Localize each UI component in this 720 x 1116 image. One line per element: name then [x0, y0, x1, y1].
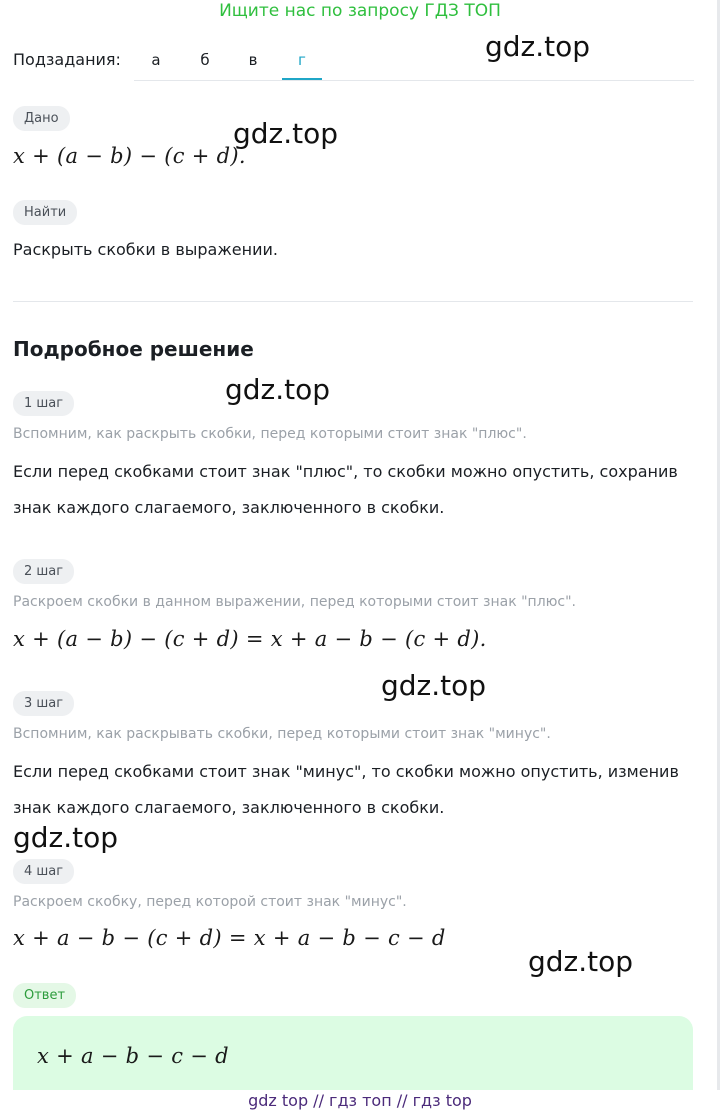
given-badge: Дано: [13, 106, 70, 131]
step-4: [13, 859, 74, 884]
step-text: Если перед скобками стоит знак "плюс", то скобки можно опустить, сохранив знак каждого слагаемого, заключенного в скобки.: [13, 462, 678, 517]
watermark: gdz.top: [485, 30, 591, 63]
solution-title: Подробное решение: [13, 337, 254, 361]
search-banner: Ищите нас по запросу ГДЗ ТОП: [219, 1, 501, 21]
tab-a[interactable]: а: [151, 51, 161, 69]
step-math: x + (a − b) − (c + d) = x + a − b − (c + d).: [13, 627, 487, 651]
tab-v[interactable]: в: [248, 51, 258, 69]
step-1: [13, 391, 74, 416]
tab-b[interactable]: б: [200, 51, 210, 69]
step-hint: Раскроем скобки в данном выражении, перед которыми стоит знак "плюс".: [13, 594, 577, 610]
given-expression: x + (a − b) − (c + d).: [13, 144, 246, 168]
subtask-tabs: [134, 40, 694, 81]
step-badge: 3 шаг: [13, 691, 74, 716]
answer-expression: x + a − b − c − d: [37, 1044, 229, 1068]
step-hint: Раскроем скобку, перед которой стоит знак "минус".: [13, 894, 407, 910]
watermark: gdz.top: [381, 669, 487, 702]
find-block: [13, 200, 77, 225]
find-badge: Найти: [13, 200, 77, 225]
watermark: gdz.top: [233, 117, 339, 150]
answer-block: [13, 983, 76, 1008]
find-text: Раскрыть скобки в выражении.: [13, 240, 278, 259]
answer-badge: Ответ: [13, 983, 76, 1008]
step-text: Если перед скобками стоит знак "минус", то скобки можно опустить, изменив знак каждого слагаемого, заключенного в скобки.: [13, 762, 679, 817]
step-badge: 4 шаг: [13, 859, 74, 884]
given-block: [13, 106, 70, 131]
step-math: x + a − b − (c + d) = x + a − b − c − d: [13, 926, 446, 950]
step-hint: Вспомним, как раскрыть скобки, перед которыми стоит знак "плюс".: [13, 426, 527, 442]
watermark: gdz.top: [225, 373, 331, 406]
answer-box: [13, 1016, 693, 1096]
step-hint: Вспомним, как раскрывать скобки, перед которыми стоит знак "минус".: [13, 726, 551, 742]
footer-links: gdz top // гдз топ // гдз top: [0, 1090, 720, 1116]
subtasks-label: Подзадания:: [13, 50, 121, 69]
step-2: [13, 559, 74, 584]
divider: [13, 301, 693, 302]
tab-g[interactable]: г: [282, 40, 322, 80]
watermark: gdz.top: [13, 821, 119, 854]
step-badge: 2 шаг: [13, 559, 74, 584]
step-badge: 1 шаг: [13, 391, 74, 416]
step-3: [13, 691, 74, 716]
watermark: gdz.top: [528, 945, 634, 978]
